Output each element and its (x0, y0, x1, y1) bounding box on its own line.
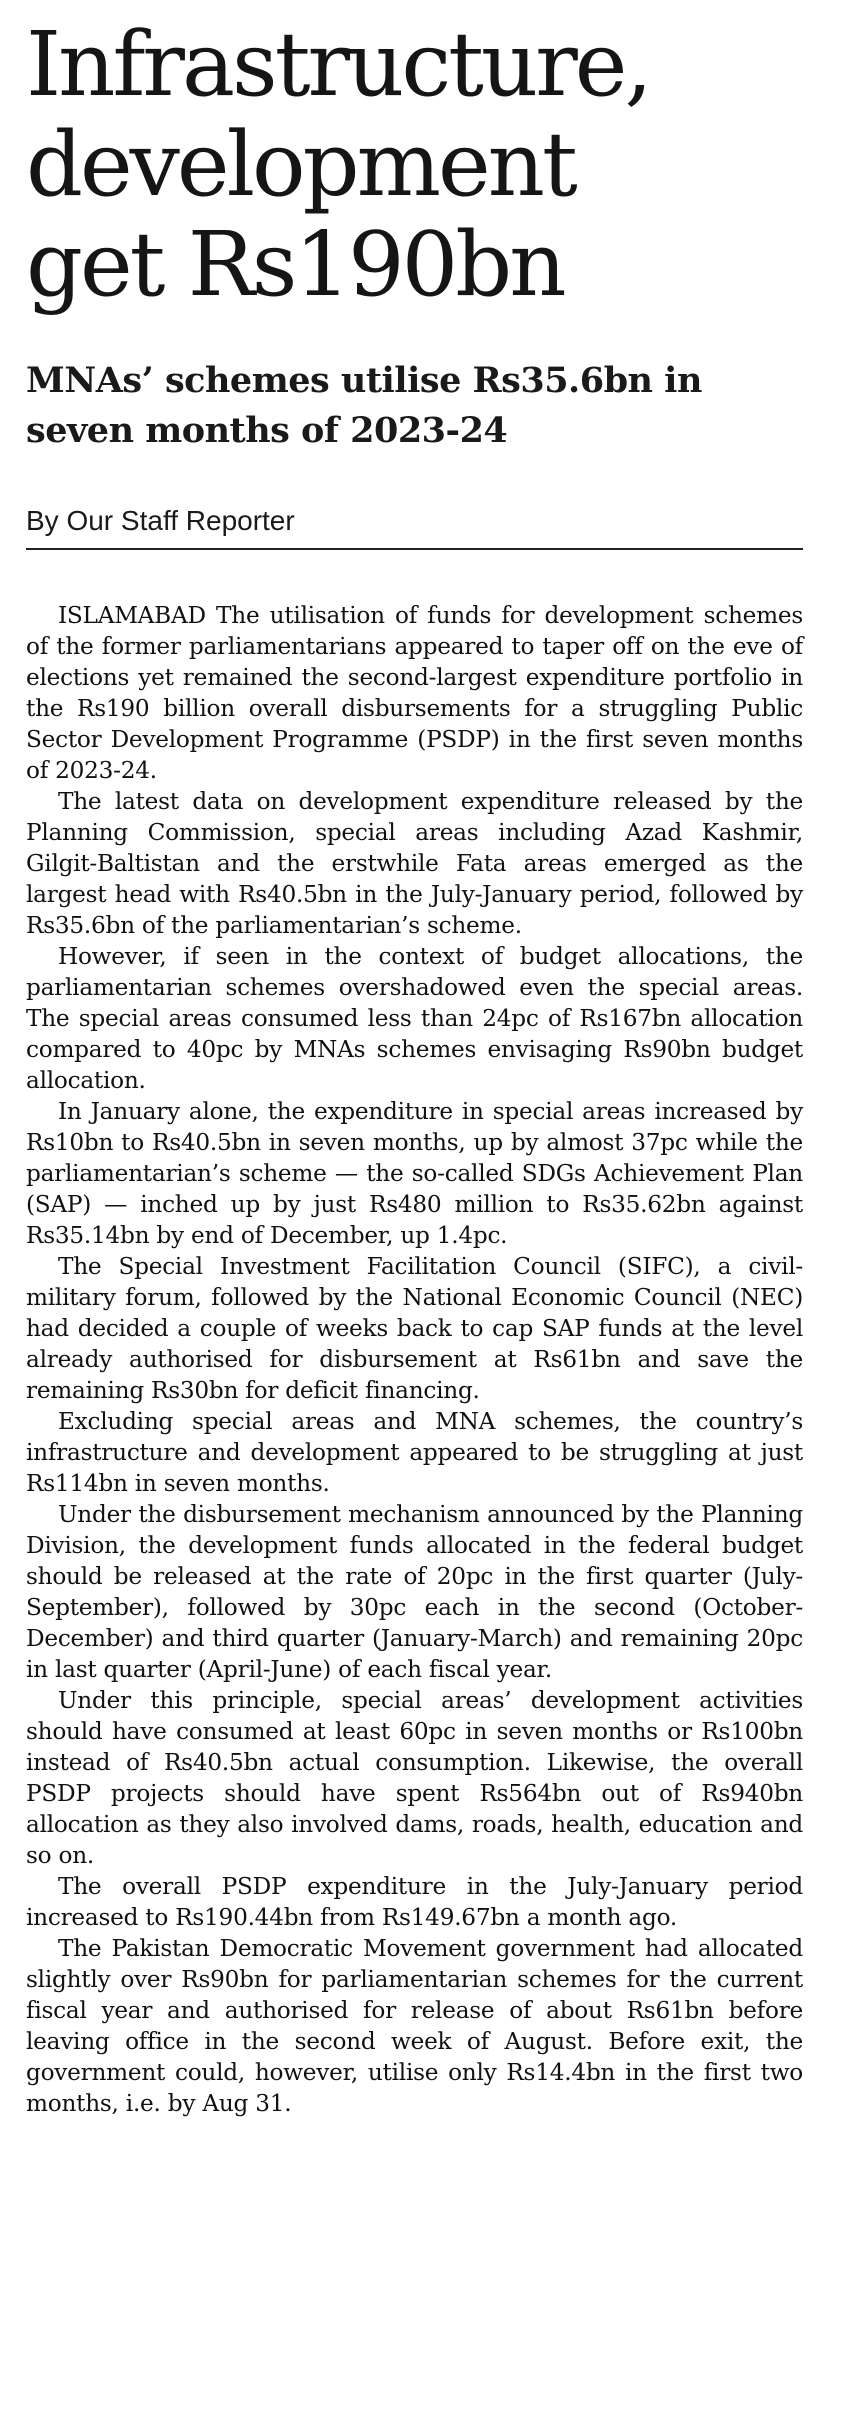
headline (26, 14, 803, 314)
subheadline (26, 356, 803, 456)
dateline: ISLAMABAD (58, 602, 206, 629)
headline-line-1: Infrastructure, (26, 12, 650, 116)
paragraph-8: Under this principle, special areas’ development activities should have consumed at least 60pc in seven months or Rs100bn instead of Rs40.5bn actual consumption. Likewise, the overall PSDP projects should have spent Rs564bn out of Rs940bn allocation as they also involved dams, roads, health, education and so on. (26, 1687, 803, 1869)
byline: By Our Staff Reporter (26, 504, 803, 550)
headline-line-2: development (26, 112, 575, 216)
subheadline-line-1: MNAs’ schemes utilise Rs35.6bn in (26, 360, 702, 401)
subheadline-line-2: seven months of 2023-24 (26, 410, 508, 451)
paragraph-10: The Pakistan Democratic Movement government had allocated slightly over Rs90bn for parliamentarian schemes for the current fiscal year and authorised for release of about Rs61bn before leaving office in the second week of August. Before exit, the government could, however, utilise only Rs14.4bn in the first two months, i.e. by Aug 31. (26, 1935, 803, 2117)
paragraph-1 (26, 600, 803, 786)
paragraph-1-text: The utilisation of funds for development schemes of the former parliamentarians appeared to taper off on the eve of elections yet remained the second-largest expenditure portfolio in the Rs190 billion overall disbursements for a struggling Public Sector Development Programme (PSDP) in the first seven months of 2023-24. (26, 602, 803, 784)
paragraph-9: The overall PSDP expenditure in the July-January period increased to Rs190.44bn from Rs149.67bn a month ago. (26, 1873, 803, 1931)
paragraph-3: However, if seen in the context of budget allocations, the parliamentarian schemes overshadowed even the special areas. The special areas consumed less than 24pc of Rs167bn allocation compared to 40pc by MNAs schemes envisaging Rs90bn budget allocation. (26, 943, 803, 1094)
article-body (26, 600, 803, 2119)
paragraph-6: Excluding special areas and MNA schemes, the country’s infrastructure and development appeared to be struggling at just Rs114bn in seven months. (26, 1408, 803, 1497)
paragraph-7: Under the disbursement mechanism announced by the Planning Division, the development funds allocated in the federal budget should be released at the rate of 20pc in the first quarter (July-September), followed by 30pc each in the second (October-December) and third quarter (January-March) and remaining 20pc in last quarter (April-June) of each fiscal year. (26, 1501, 803, 1683)
headline-line-3: get Rs190bn (26, 212, 564, 316)
paragraph-4: In January alone, the expenditure in special areas increased by Rs10bn to Rs40.5bn in seven months, up by almost 37pc while the parliamentarian’s scheme — the so-called SDGs Achievement Plan (SAP) — inched up by just Rs480 million to Rs35.62bn against Rs35.14bn by end of December, up 1.4pc. (26, 1098, 803, 1249)
paragraph-2: The latest data on development expenditure released by the Planning Commission, special areas including Azad Kashmir, Gilgit-Baltistan and the erstwhile Fata areas emerged as the largest head with Rs40.5bn in the July-January period, followed by Rs35.6bn of the parliamentarian’s scheme. (26, 788, 803, 939)
paragraph-5: The Special Investment Facilitation Council (SIFC), a civil-military forum, followed by the National Economic Council (NEC) had decided a couple of weeks back to cap SAP funds at the level already authorised for disbursement at Rs61bn and save the remaining Rs30bn for deficit financing. (26, 1253, 803, 1404)
